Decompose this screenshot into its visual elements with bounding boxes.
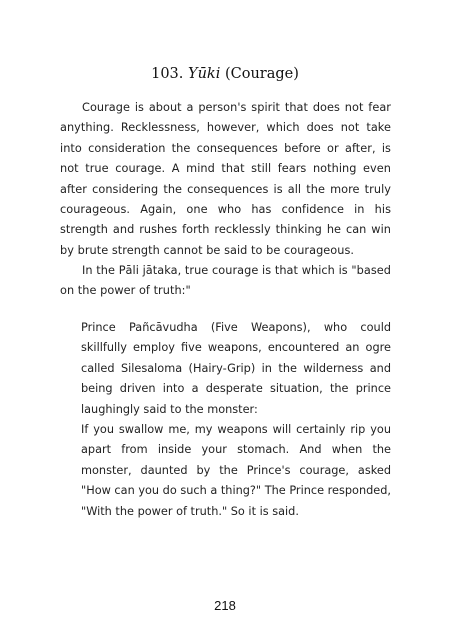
page-number: 218 bbox=[214, 598, 236, 613]
section-romaji: Yūki bbox=[188, 66, 221, 82]
paragraph: In the Pāli jātaka, true courage is that which is "based on the power of truth:" bbox=[60, 264, 391, 298]
section-translation: (Courage) bbox=[224, 66, 299, 82]
quote-paragraph: If you swallow me, my weapons will certainly rip you apart from inside your stomach. And when the monster, daunted by the Prince's courage, asked "How can you do such a thing?" The Prince responded, "With the power of truth." So it is said. bbox=[81, 423, 391, 518]
block-quote bbox=[81, 318, 391, 522]
section-number: 103. bbox=[151, 66, 184, 82]
paragraph: Courage is about a person's spirit that does not fear anything. Recklessness, however, which does not take into consideration the consequences before or after, is not true courage. A mind that still fears nothing even after considering the consequences is all the more truly courageous. Again, one who has confidence in his strength and rushes forth recklessly thinking he can win by brute strength cannot be said to be courageous. bbox=[60, 101, 391, 257]
quote-paragraph: Prince Pañcāvudha (Five Weapons), who could skillfully employ five weapons, encountered an ogre called Silesaloma (Hairy-Grip) in the wilderness and being driven into a desperate situation, the prince laughingly said to the monster: bbox=[81, 321, 391, 416]
section-title bbox=[0, 66, 450, 82]
